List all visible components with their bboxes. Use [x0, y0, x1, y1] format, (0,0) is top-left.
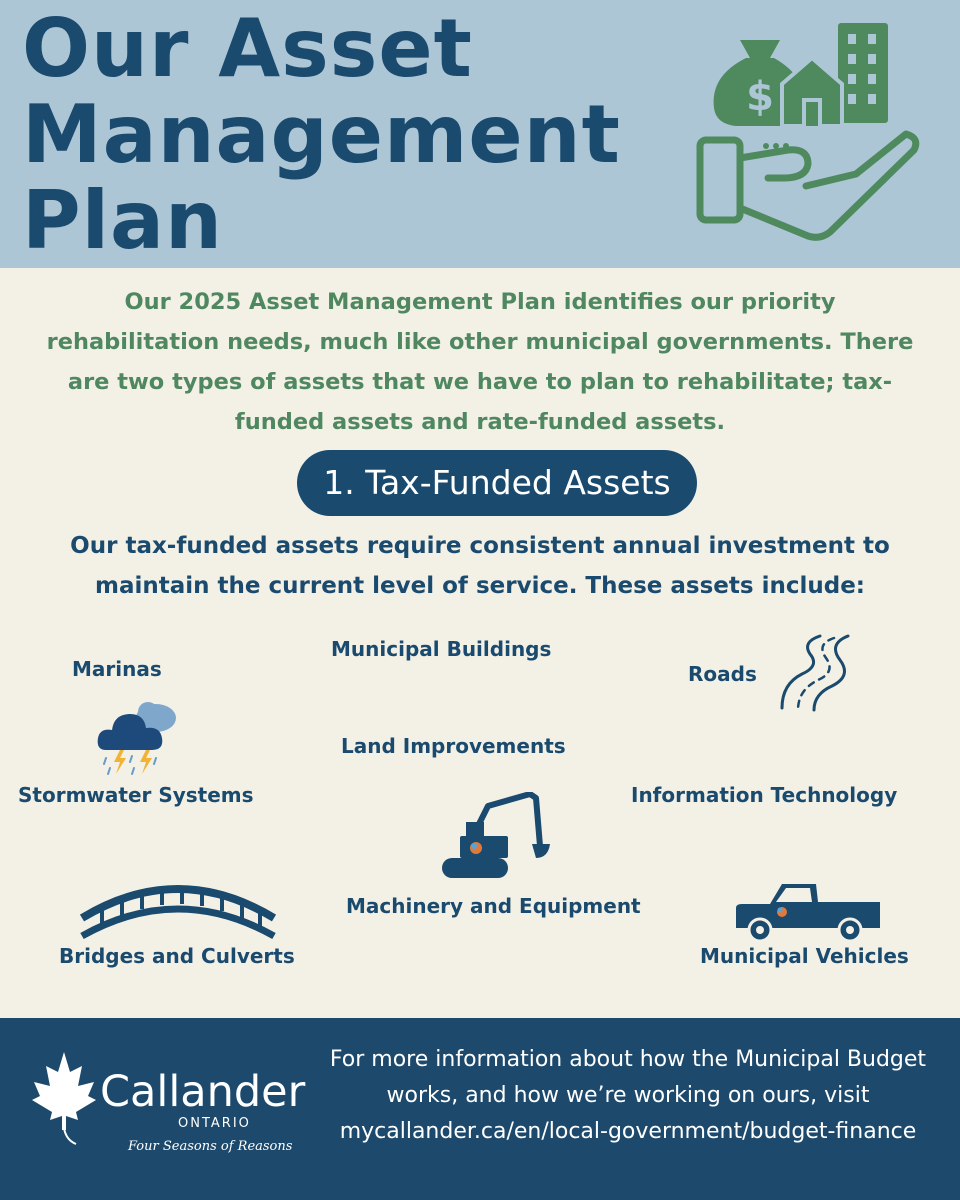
logo-wordmark: Callander	[100, 1067, 306, 1117]
asset-label-land-improvements: Land Improvements	[341, 734, 566, 758]
asset-label-information-technology: Information Technology	[631, 783, 898, 807]
section-title: Tax-Funded Assets	[365, 463, 671, 502]
section-number: 1.	[323, 463, 355, 502]
asset-label-municipal-vehicles: Municipal Vehicles	[700, 944, 909, 968]
asset-label-marinas: Marinas	[72, 657, 162, 681]
footer-info-text: For more information about how the Municipal Budget works, and how we’re working on ours, visit mycallander.ca/en/local-government/budget-finance	[329, 1047, 927, 1144]
asset-label-stormwater-systems: Stormwater Systems	[18, 783, 254, 807]
svg-text:$: $	[746, 74, 774, 120]
section-description: Our tax-funded assets require consistent annual investment to maintain the current level of service. These assets include:	[70, 533, 890, 599]
money-bag-house-building-hand-icon	[688, 18, 928, 248]
logo-subtitle: ONTARIO	[178, 1116, 251, 1131]
bridge-icon	[78, 874, 278, 940]
road-icon	[776, 632, 858, 714]
section-heading	[297, 450, 697, 516]
page-title: Our Asset Management Plan	[22, 2, 621, 267]
maple-leaf-icon	[30, 1050, 98, 1146]
asset-label-roads: Roads	[688, 662, 757, 686]
storm-cloud-icon	[94, 700, 182, 782]
intro-paragraph: Our 2025 Asset Management Plan identifies our priority rehabilitation needs, much like other municipal governments. There are two types of assets that we have to plan to rehabilitate; tax-funded assets and rate-funded assets.	[46, 289, 914, 435]
excavator-icon	[440, 792, 552, 882]
logo-tagline: Four Seasons of Reasons	[128, 1139, 293, 1154]
asset-label-machinery-equipment: Machinery and Equipment	[346, 894, 641, 918]
asset-label-municipal-buildings: Municipal Buildings	[331, 637, 552, 661]
asset-label-bridges-culverts: Bridges and Culverts	[59, 944, 295, 968]
pickup-truck-icon	[734, 878, 882, 944]
